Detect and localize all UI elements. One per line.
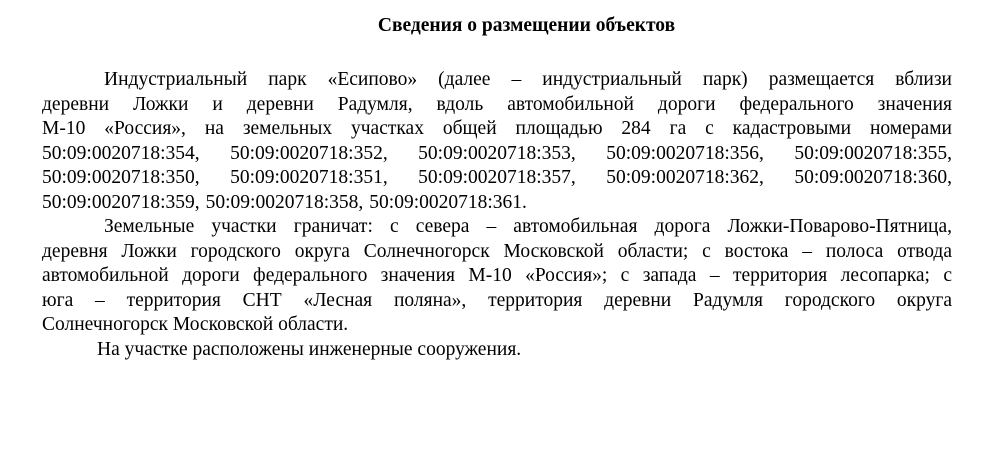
cadastral-number: 50:09:0020718:351,: [230, 167, 388, 188]
cadastral-number: 50:09:0020718:353,: [418, 142, 576, 164]
paragraph-line: деревня Ложки городского округа Солнечногорск Московской области; с востока – полоса отвода: [42, 240, 952, 262]
cadastral-number: 50:09:0020718:360,: [794, 167, 952, 188]
paragraph-line: На участке расположены инженерные сооружения.: [97, 338, 522, 360]
cadastral-number: 50:09:0020718:352,: [230, 142, 388, 164]
cadastral-number: 50:09:0020718:354,: [42, 142, 200, 164]
paragraph-line: деревни Ложки и деревни Радумля, вдоль автомобильной дороги федерального значения: [42, 93, 952, 115]
cadastral-number: 50:09:0020718:359,: [42, 191, 200, 213]
cadastral-number: 50:09:0020718:357,: [418, 167, 576, 188]
paragraph-line: Индустриальный парк «Есипово» (далее – индустриальный парк) размещается вблизи: [104, 69, 952, 90]
cadastral-number: 50:09:0020718:356,: [606, 142, 764, 164]
cadastral-numbers-row: [42, 191, 952, 216]
cadastral-number: 50:09:0020718:350,: [42, 167, 200, 188]
cadastral-numbers-row: [42, 142, 952, 167]
paragraph-line: автомобильной дороги федерального значения М-10 «Россия»; с запада – территория лесопарка; с: [42, 265, 952, 286]
paragraph-location: [42, 68, 952, 215]
paragraph-line: Земельные участки граничат: с севера – автомобильная дорога Ложки-Поварово-Пятница,: [104, 216, 952, 237]
cadastral-number: 50:09:0020718:355,: [794, 142, 952, 164]
paragraph-boundaries: [42, 215, 952, 338]
cadastral-number: 50:09:0020718:358,: [205, 191, 364, 213]
cadastral-numbers-row: [42, 166, 952, 191]
paragraph-line: юга – территория СНТ «Лесная поляна», территория деревни Радумля городского округа: [42, 289, 952, 311]
cadastral-number: 50:09:0020718:361.: [369, 191, 527, 213]
paragraph-facilities: [42, 338, 952, 363]
cadastral-number: 50:09:0020718:362,: [606, 167, 764, 188]
paragraph-line: М-10 «Россия», на земельных участках общей площадью 284 га с кадастровыми номерами: [42, 118, 952, 139]
document-body: [42, 68, 952, 362]
paragraph-line: Солнечногорск Московской области.: [42, 314, 349, 335]
document-title: Сведения о размещении объектов: [377, 15, 676, 36]
